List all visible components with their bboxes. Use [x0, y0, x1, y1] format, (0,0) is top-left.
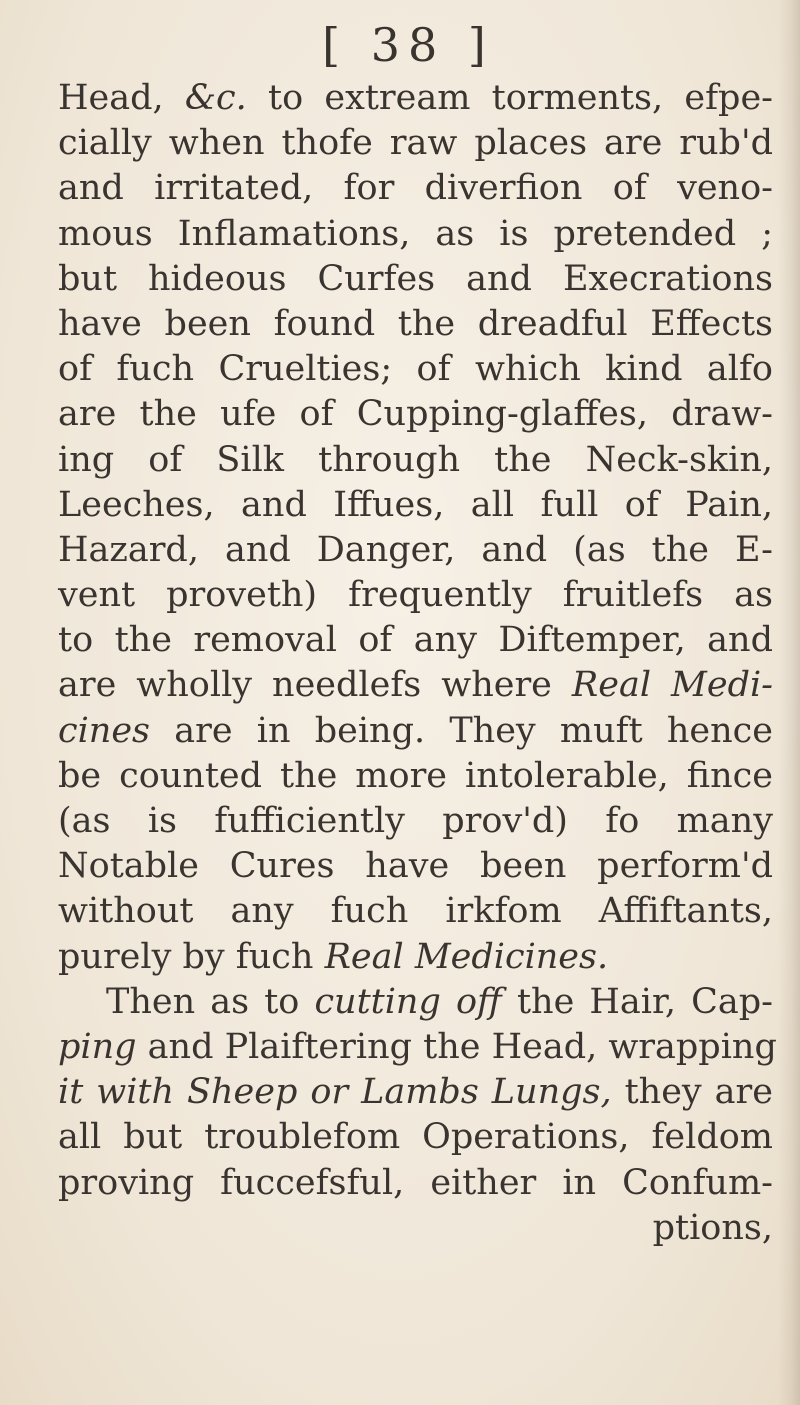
text-line: Hazard, and Danger, and (as the E-	[58, 529, 773, 570]
text-line: (as is fufficiently prov'd) fo many	[58, 801, 773, 841]
body-text	[58, 76, 777, 1251]
text-line: to the removal of any Diftemper, and	[58, 620, 773, 661]
text-line: without any fuch irkfom Affiftants,	[58, 891, 773, 932]
text-line: ping and Plaiftering the Head, wrapping	[58, 1026, 777, 1067]
catchword: ptions,	[652, 1207, 773, 1248]
text-line: are wholly needlefs where Real Medi-	[58, 665, 773, 706]
text-line: and irritated, for diverfion of veno-	[58, 168, 773, 209]
page-number: [ 38 ]	[322, 18, 494, 72]
text-line: Then as to cutting off the Hair, Cap-	[106, 981, 773, 1022]
text-line: proving fuccefsful, either in Confum-	[58, 1162, 773, 1203]
text-line: all but troublefom Operations, feldom	[58, 1117, 773, 1158]
text-line: ing of Silk through the Neck-skin,	[58, 439, 773, 480]
text-line: it with Sheep or Lambs Lungs, they are	[58, 1072, 773, 1113]
text-line: of fuch Cruelties; of which kind alfo	[58, 349, 773, 390]
text-line: cines are in being. They muft hence	[58, 710, 773, 751]
text-line: purely by fuch Real Medicines.	[58, 936, 609, 977]
text-line: mous Inflamations, as is pretended ;	[58, 213, 773, 254]
text-line: Notable Cures have been perform'd	[58, 846, 773, 887]
text-line: Leeches, and Iffues, all full of Pain,	[58, 484, 773, 525]
text-line: vent proveth) frequently fruitlefs as	[58, 575, 773, 616]
text-line: are the ufe of Cupping-glaffes, draw-	[58, 394, 773, 435]
text-line: cially when thofe raw places are rub'd	[58, 123, 773, 164]
text-line: have been found the dreadful Effects	[58, 303, 773, 344]
text-line: be counted the more intolerable, fince	[58, 755, 773, 796]
page-edge-shadow	[778, 0, 800, 1405]
text-line: but hideous Curfes and Execrations	[58, 258, 773, 299]
text-line: Head, &c. to extream torments, efpe-	[58, 78, 773, 118]
